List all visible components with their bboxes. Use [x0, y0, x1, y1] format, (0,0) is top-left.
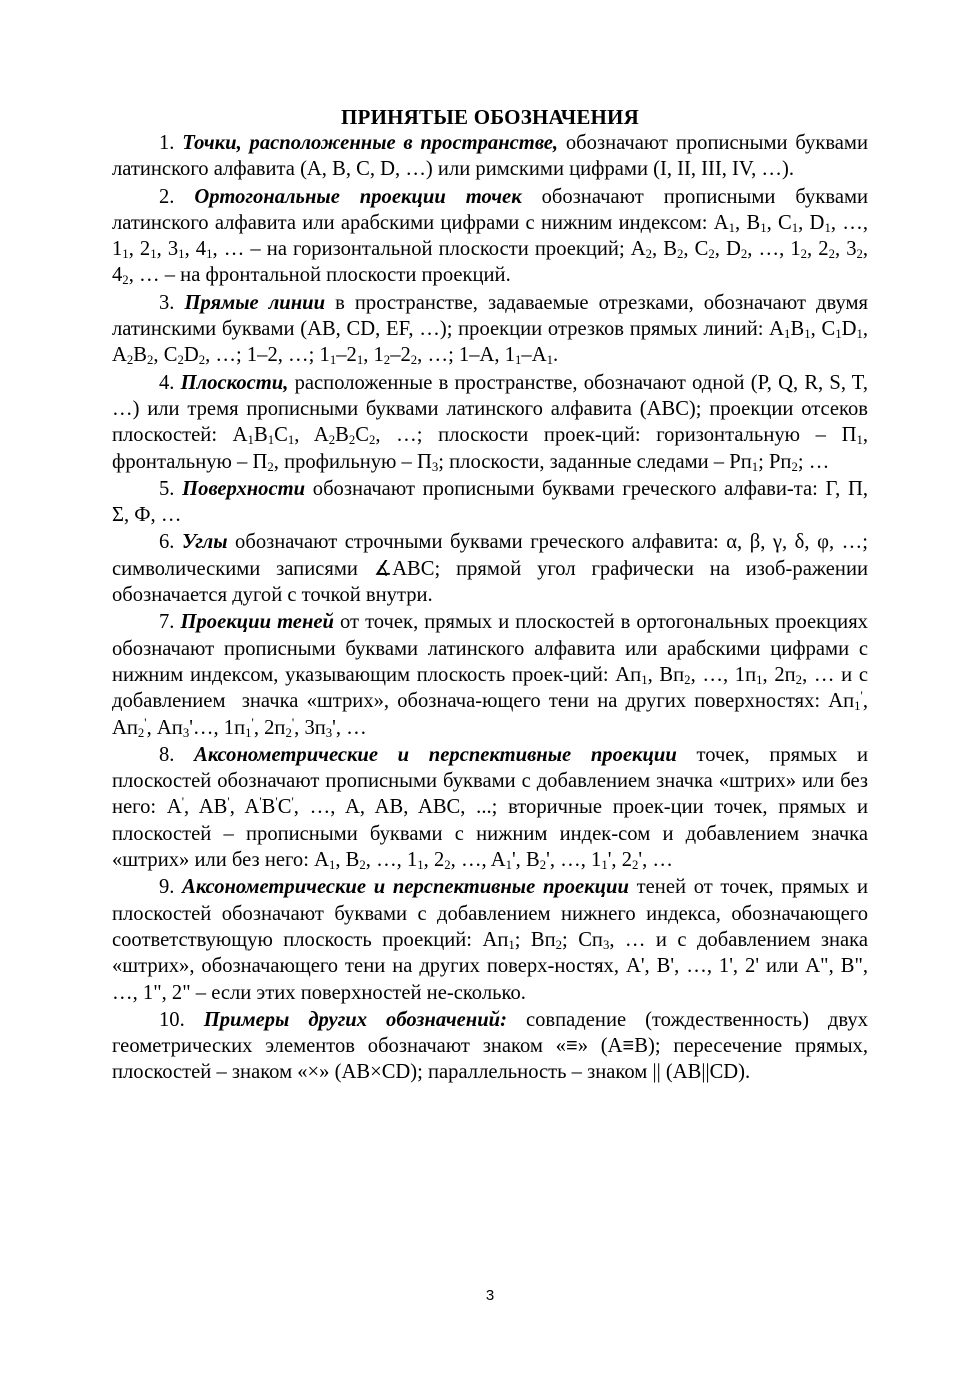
item-number: 3.: [159, 291, 175, 314]
item-body: обозначают прописными буквами греческого алфави-та: Г, П, Σ, Ф, …: [112, 477, 868, 527]
item-number: 8.: [159, 743, 175, 766]
item-number: 7.: [159, 611, 175, 634]
item-term: Аксонометрические и перспективные проекции: [182, 876, 629, 899]
notation-item-4: [112, 370, 868, 475]
notation-item-10: [112, 1007, 868, 1086]
item-number: 1.: [159, 132, 175, 154]
item-body: обозначают прописными буквами латинского алфавита или арабскими цифрами с нижним индексом: $A_1$, $B_1$, $C_1$, $D_1$, …, $1_1$, $2_1$, $3_1$, $4_1$, … – на горизонтальной плоскости проекций; $A_2$, $B_2$, $C_2$, $D_2$, …, $1_2$, $2_2$, $3_2$, $4_2$, … – на фронтальной плоскости проекций.: [112, 185, 869, 288]
notation-item-2: [112, 184, 868, 289]
item-body: от точек, прямых и плоскостей в ортогональных проекциях обозначают прописными буквами латинского алфавита или арабскими цифрами с нижним индексом, указывающим плоскость проек-ций: $Aп_1$, $Bп_2$, …, $1п_1$, $2п_2$, … и с добавлением значка «штрих», обознача-ющего тени на других поверхностях: $Aп_1'$, $Aп_2'$, $Aп_3'\dots$, $1п_1'$, $2п_2'$, $3п_3'$, …: [112, 611, 868, 740]
item-body: теней от точек, прямых и плоскостей обозначают буквами с добавлением нижнего индекса, обозначающего соответствующую плоскость проекций: $Aп_1$; $Bп_2$; $Cп_3$, … и с добавлением знака «штрих», обозначающего тени на других поверх-ностях, A', B', …, 1', 2' или A", B", …, 1", 2" – если этих поверхностей не-сколько.: [112, 876, 868, 1004]
item-body: обозначают строчными буквами греческого алфавита: α, β, γ, δ, φ, …; символическими записями ∡ABC; прямой угол графически на изоб-ражении обозначается дугой с точкой внутри.: [112, 531, 868, 607]
item-term: Поверхности: [182, 477, 306, 500]
notation-item-8: [112, 742, 868, 873]
item-number: 6.: [159, 531, 175, 554]
item-body: расположенные в пространстве, обозначают одной (P, Q, R, S, T, …) или тремя прописными буквами латинского алфавита (ABC); проекции отсеков плоскостей: $A_1B_1C_1$, $A_2B_2C_2$, …; плоскости проек-ций: горизонтальную – $П_1$, фронтальную – $П_2$, профильную – $П_3$; плоскости, заданные следами – $Pп_1$; $Pп_2$; …: [112, 371, 869, 474]
notation-list: [112, 130, 868, 1086]
notation-item-9: [112, 874, 868, 1005]
item-number: 4.: [159, 371, 175, 394]
item-number: 5.: [159, 477, 175, 500]
item-body: точек, прямых и плоскостей обозначают прописными буквами с добавлением значка «штрих» или без него: A', AB', A'B'C', …, A, AB, ABC, ...; вторичные проек-ции точек, прямых и плоскостей – прописными буквами с нижним индек-сом и добавлением значка «штрих» или без него: $A_1$, $B_2$, …, $1_1$, $2_2$, …, $A_1'$, $B_2'$, …, $1_1'$, $2_2'$, …: [112, 743, 868, 873]
item-number: 9.: [159, 876, 175, 899]
page-number: 3: [485, 1287, 495, 1304]
notation-item-1: [112, 130, 868, 183]
item-term: Проекции теней: [180, 611, 334, 634]
item-body: совпадение (тождественность) двух геометрических элементов обозначают знаком «≡» (A≡B); пересечение прямых, плоскостей – знаком «×» (AB×CD); параллельность – знаком || (AB||CD).: [112, 1008, 869, 1084]
item-number: 2.: [159, 185, 175, 208]
item-body: в пространстве, задаваемые отрезками, обозначают двумя латинскими буквами (AB, CD, EF, …); проекции отрезков прямых линий: $A_1B_1$, $C_1D_1$, $A_2B_2$, $C_2D_2$, …; 1–2, …; $1_1-2_1$, $1_2-2_2$, …; 1–A, $1_1-A_1$.: [112, 291, 869, 368]
item-body: обозначают прописными буквами латинского алфавита (A, B, C, D, …) или римскими цифрами (I, II, III, IV, …).: [112, 132, 868, 181]
item-term: Примеры других обозначений:: [203, 1008, 507, 1031]
item-term: Аксонометрические и перспективные проекции: [194, 743, 677, 766]
page-title: ПРИНЯТЫЕ ОБОЗНАЧЕНИЯ: [341, 105, 639, 129]
item-term: Ортогональные проекции точек: [194, 185, 522, 208]
notation-item-7: [112, 609, 868, 740]
item-term: Углы: [182, 531, 228, 554]
document-page: [112, 104, 868, 1086]
item-number: 10.: [159, 1008, 185, 1031]
notation-item-5: [112, 476, 868, 529]
item-term: Точки, расположенные в пространстве,: [182, 132, 559, 154]
notation-item-6: [112, 529, 868, 608]
item-term: Прямые линии: [184, 291, 326, 314]
notation-item-3: [112, 290, 868, 369]
item-term: Плоскости,: [180, 371, 289, 394]
